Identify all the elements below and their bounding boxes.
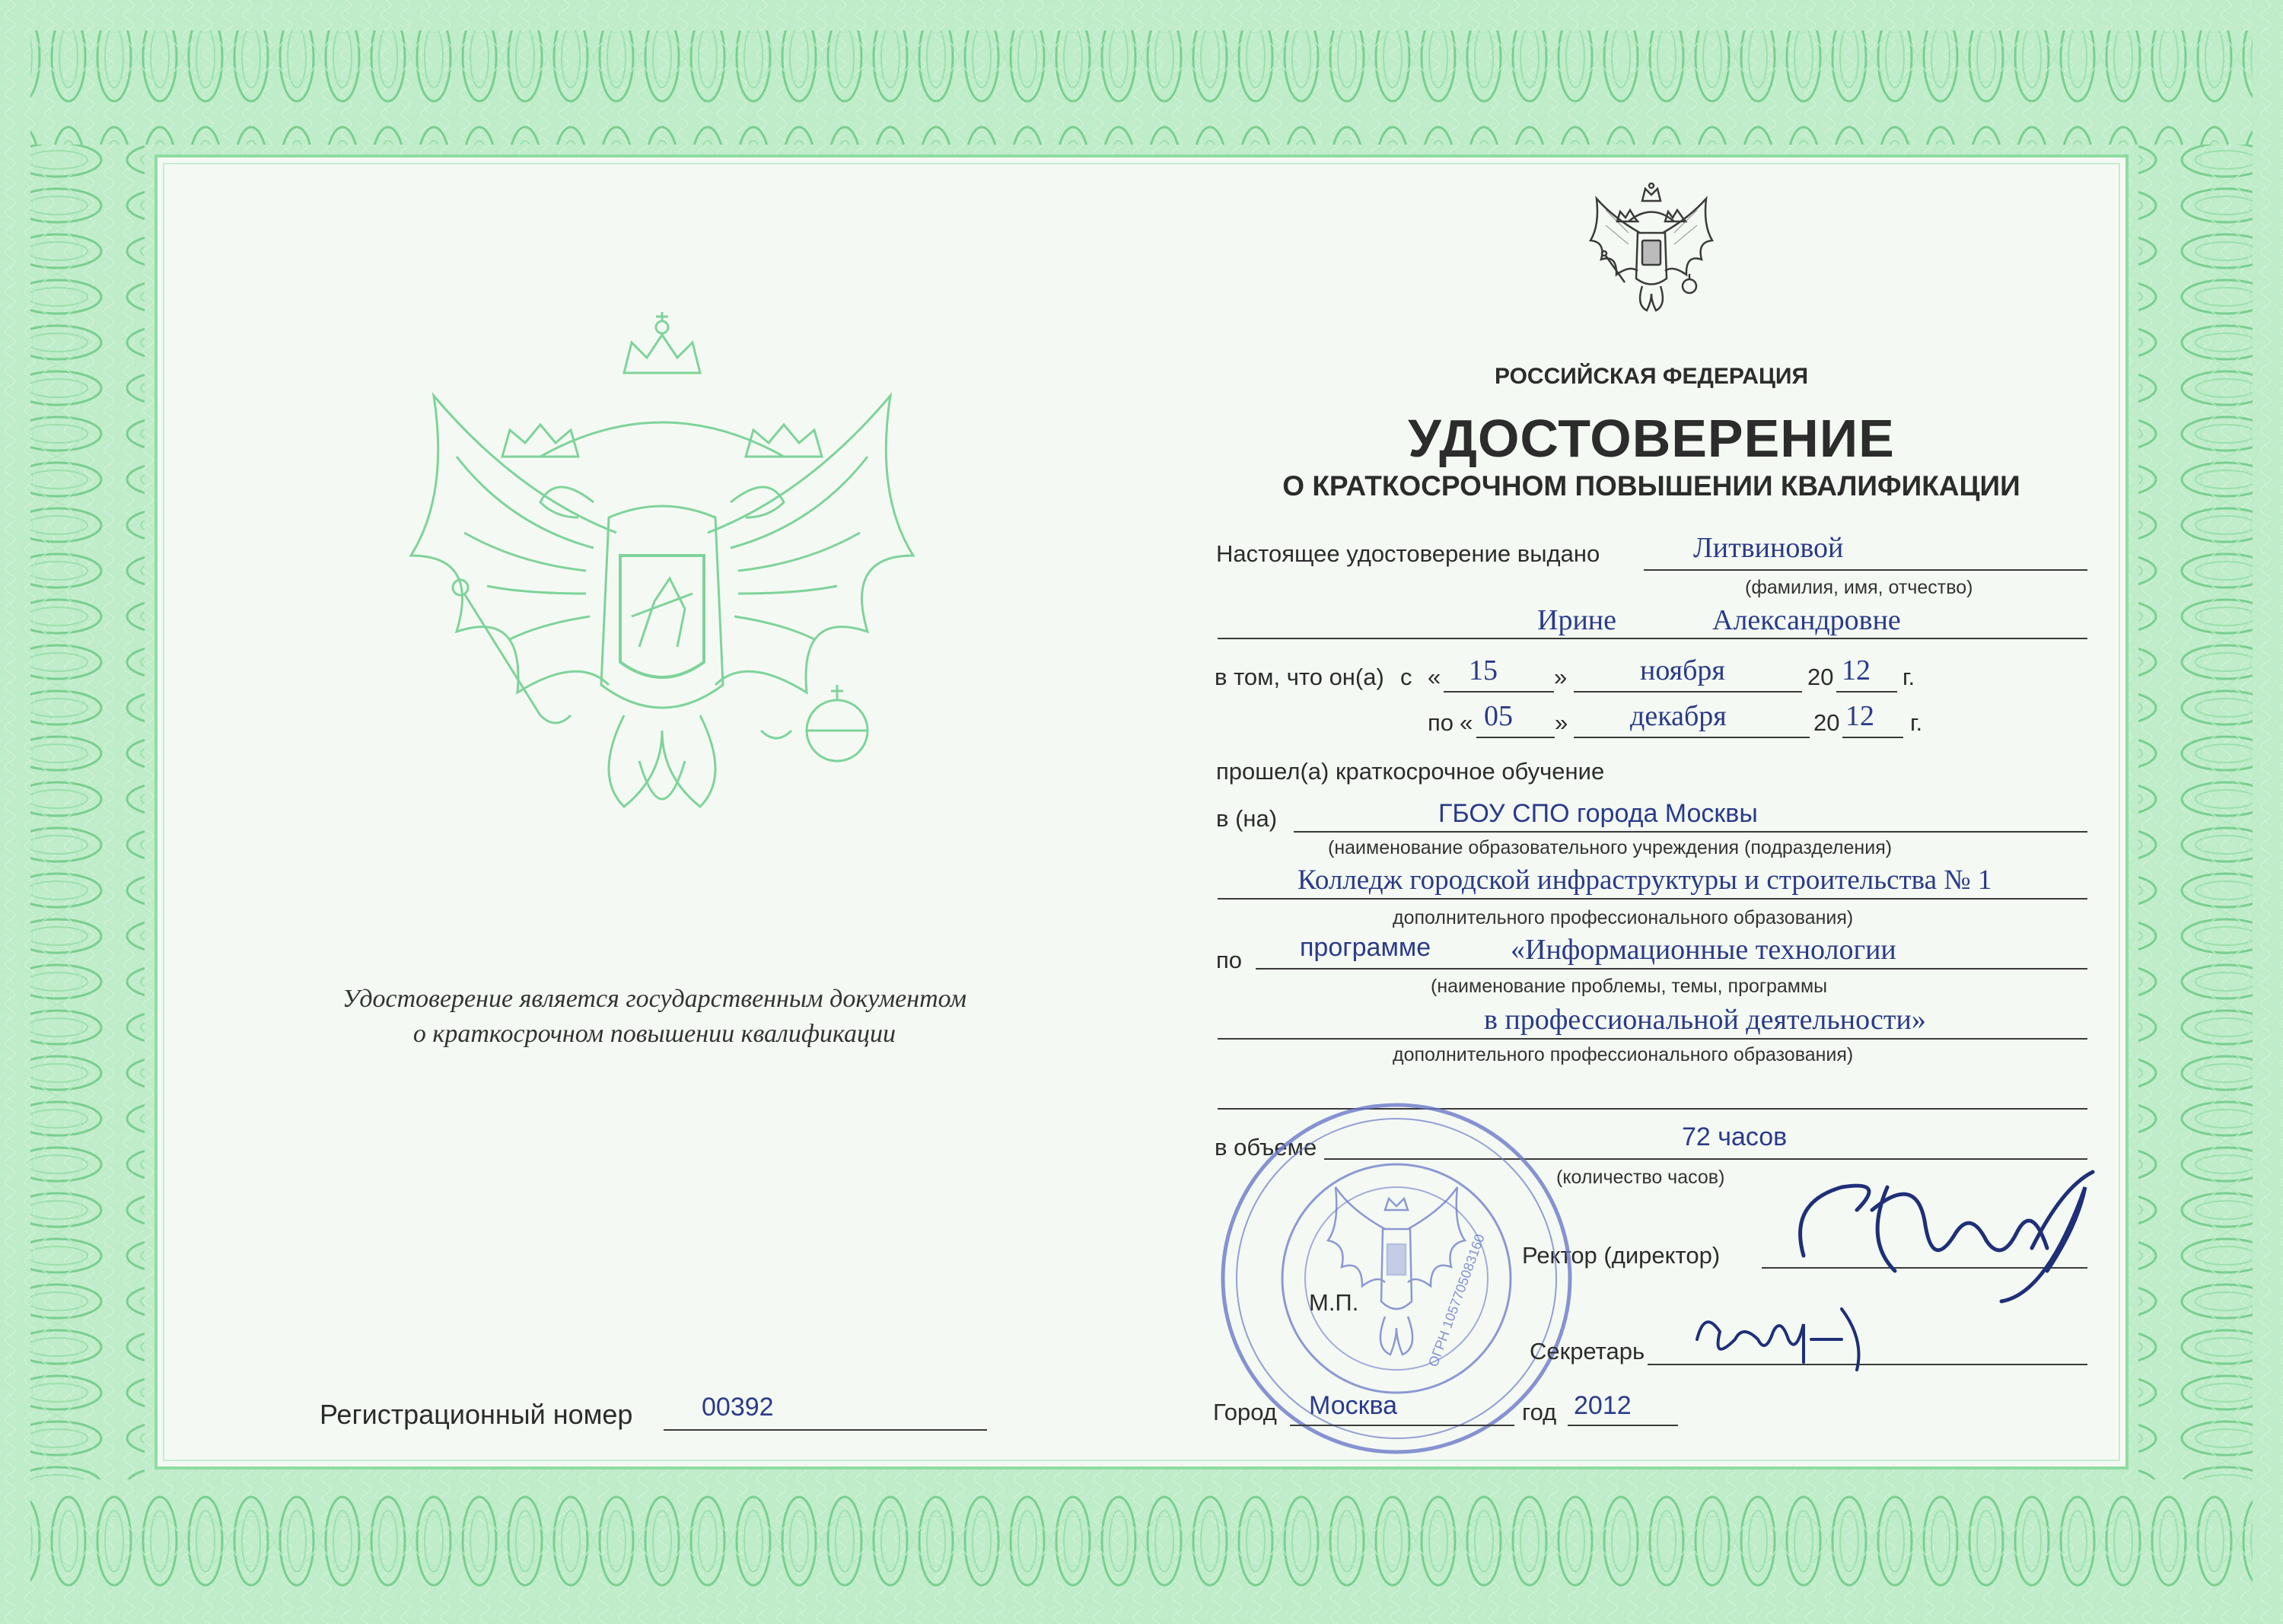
to-year-abbr: г. [1910,709,1923,736]
from-quote-close: » [1554,664,1568,690]
stamp-ogrn-text: ОГРН 1057705083160 [1425,1231,1488,1369]
to-year-underline [1842,737,1903,738]
volume-caption: (количество часов) [1556,1167,1725,1188]
from-year-underline [1836,691,1897,693]
issued-label: Настоящее удостоверение выдано [1216,540,1600,567]
program-line-2: в профессиональной деятельности» [1484,1004,1926,1036]
institution-caption-2: дополнительного профессионального образования) [1393,907,1854,928]
from-year-abbr: г. [1902,664,1915,690]
program-underline-2 [1218,1038,2087,1040]
institution-line-2: Колледж городской инфраструктуры и строительства № 1 [1298,865,1992,896]
to-quote-close: » [1555,709,1568,736]
to-day-underline [1476,737,1555,738]
document-title: УДОСТОВЕРЕНИЕ [1408,409,1895,468]
note-line-2: о краткосрочном повышении квалификации [412,1020,896,1048]
year-underline [1568,1425,1678,1426]
to-month-underline [1574,737,1810,738]
volume-value: 72 часов [1682,1122,1788,1151]
rector-label: Ректор (директор) [1522,1242,1721,1269]
country-heading: РОССИЙСКАЯ ФЕДЕРАЦИЯ [1494,364,1809,389]
document-subtitle: О КРАТКОСРОЧНОМ ПОВЫШЕНИИ КВАЛИФИКАЦИИ [1282,470,2020,502]
coat-of-arms-emblem-icon [365,304,959,898]
institution-line-1: ГБОУ СПО города Москвы [1438,799,1758,828]
left-note [274,982,1035,1052]
surname-value: Литвиновой [1693,532,1844,564]
to-day-value: 05 [1484,700,1513,732]
note-line-1: Удостоверение является государственным документом [342,985,967,1013]
surname-underline [1644,569,2087,571]
program-underline-1 [1256,968,2087,970]
year-label: год [1522,1399,1557,1425]
from-day-value: 15 [1469,654,1498,686]
year-value: 2012 [1574,1391,1632,1420]
from-label: с [1400,664,1412,690]
fio-caption: (фамилия, имя, отчество) [1745,577,1973,598]
institution-caption-1: (наименование образовательного учреждения (подразделения) [1328,837,1893,858]
city-value: Москва [1309,1391,1398,1420]
coat-of-arms-icon [1583,180,1720,332]
volume-label: в объеме [1215,1134,1317,1161]
reg-number: 00392 [702,1393,774,1422]
to-year-value: 12 [1845,700,1874,732]
from-year-prefix: 20 [1807,664,1834,690]
program-line-1: «Информационные технологии [1511,934,1896,966]
secretary-label: Секретарь [1530,1338,1645,1364]
from-quote-open: « [1428,664,1441,690]
reg-underline [664,1429,987,1431]
patronymic-value: Александровне [1712,604,1901,636]
institution-underline-2 [1218,898,2087,900]
to-year-prefix: 20 [1813,709,1840,736]
from-month-underline [1574,691,1802,693]
program-caption-1: (наименование проблемы, темы, программы [1431,976,1828,997]
city-underline [1290,1425,1514,1426]
passed-label: прошел(а) краткосрочное обучение [1216,758,1605,785]
mp-label: М.П. [1309,1289,1359,1316]
period-label: в том, что он(а) [1215,664,1384,690]
from-year-value: 12 [1842,654,1871,686]
to-month-value: декабря [1630,700,1727,732]
rector-signature-icon [1773,1157,2108,1309]
to-quote-open: « [1460,709,1473,736]
name-underline [1218,638,2087,639]
secretary-signature-icon [1689,1294,1872,1377]
reg-label: Регистрационный номер [320,1399,633,1430]
from-day-underline [1444,691,1554,693]
to-label: по [1428,709,1454,736]
city-label: Город [1213,1399,1277,1425]
by-label: по [1216,947,1243,973]
program-caption-2: дополнительного профессионального образования) [1393,1044,1854,1065]
program-word: программе [1300,933,1431,962]
from-month-value: ноября [1640,654,1725,686]
first-name-value: Ирине [1537,604,1616,636]
in-label: в (на) [1216,805,1278,832]
institution-underline-1 [1294,831,2087,833]
